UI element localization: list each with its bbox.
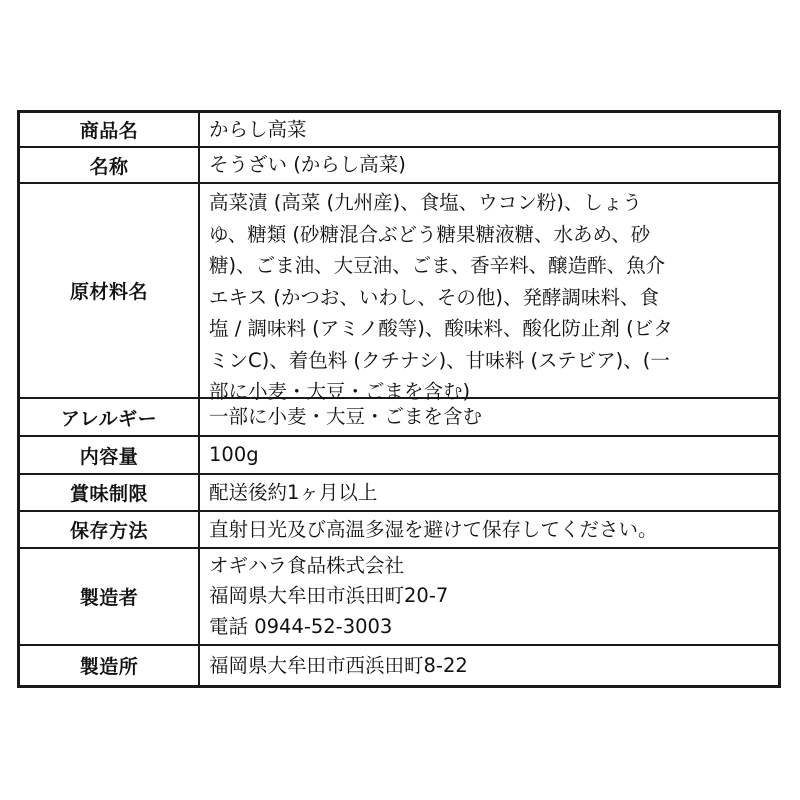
ingredients-value	[200, 184, 778, 403]
best-before-value: 配送後約1ヶ月以上	[209, 480, 378, 504]
ingredients-line: 高菜漬 (高菜 (九州産)、食塩、ウコン粉)、しょう	[209, 191, 642, 214]
storage-value: 直射日光及び高温多湿を避けて保存してください。	[209, 517, 658, 541]
storage-label: 保存方法	[20, 512, 200, 547]
category-value: そうざい (からし高菜)	[209, 153, 406, 176]
manufacturer-address: 福岡県大牟田市浜田町20-7	[209, 584, 449, 608]
allergy-label: アレルギー	[20, 399, 200, 435]
row-allergy	[20, 399, 778, 437]
row-best-before	[20, 475, 778, 512]
ingredients-line: ミンC)、着色料 (クチナシ)、甘味料 (ステビア)、(一	[209, 348, 670, 372]
row-storage	[20, 512, 778, 549]
ingredients-line: 糖)、ごま油、大豆油、ごま、香辛料、醸造酢、魚介	[209, 254, 666, 277]
ingredients-line: 部に小麦・大豆・ごまを含む)	[209, 380, 471, 403]
row-ingredients	[20, 184, 778, 403]
row-net-weight	[20, 437, 778, 475]
row-product-name	[20, 113, 778, 148]
manufacturer-phone: 電話 0944-52-3003	[209, 614, 393, 638]
product-name-value: からし高菜	[209, 117, 307, 141]
factory-value: 福岡県大牟田市西浜田町8-22	[209, 653, 468, 677]
manufacturer-company: オギハラ食品株式会社	[209, 553, 405, 577]
row-manufacturer	[20, 549, 778, 646]
ingredients-line: ゆ、糖類 (砂糖混合ぶどう糖果糖液糖、水あめ、砂	[209, 222, 651, 246]
category-label: 名称	[20, 148, 200, 182]
row-category	[20, 148, 778, 184]
allergy-value: 一部に小麦・大豆・ごまを含む	[209, 405, 483, 428]
factory-label: 製造所	[20, 646, 200, 685]
product-name-label: 商品名	[20, 113, 200, 146]
ingredients-line: エキス (かつお、いわし、その他)、発酵調味料、食	[209, 285, 660, 309]
ingredients-line: 塩 / 調味料 (アミノ酸等)、酸味料、酸化防止剤 (ビタ	[209, 317, 673, 340]
food-label-table	[17, 110, 781, 688]
best-before-label: 賞味制限	[20, 475, 200, 510]
net-weight-label: 内容量	[20, 437, 200, 473]
net-weight-value: 100g	[209, 443, 259, 466]
manufacturer-value	[200, 549, 778, 644]
manufacturer-label: 製造者	[20, 549, 200, 644]
row-factory	[20, 646, 778, 685]
ingredients-label: 原材料名	[20, 184, 200, 397]
